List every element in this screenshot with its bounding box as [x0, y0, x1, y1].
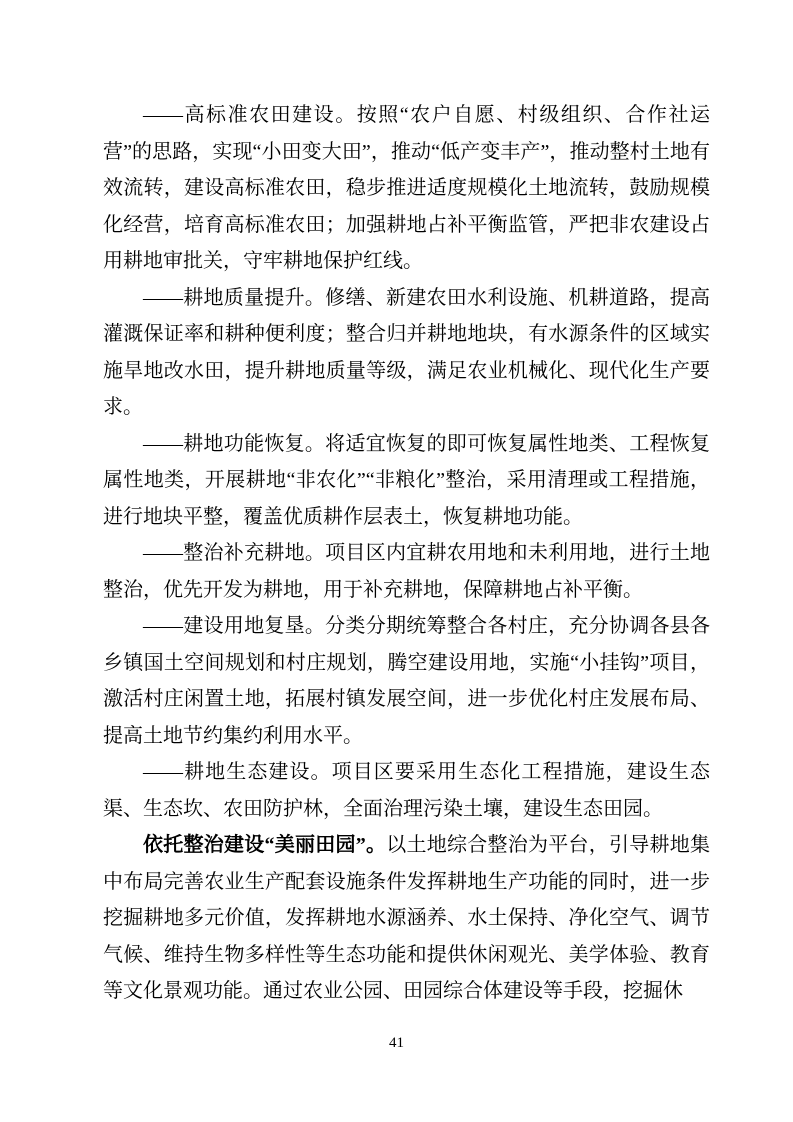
paragraph [103, 97, 710, 280]
paragraph [103, 827, 710, 1010]
paragraph [103, 754, 710, 827]
paragraph [103, 280, 710, 426]
paragraph-text: ——整治补充耕地。项目区内宜耕农用地和未利用地，进行土地整治，优先开发为耕地，用于补充耕地，保障耕地占补平衡。 [103, 542, 710, 601]
paragraph-text: ——建设用地复垦。分类分期统筹整合各村庄，充分协调各县各乡镇国土空间规划和村庄规划，腾空建设用地，实施“小挂钩”项目，激活村庄闲置土地，拓展村镇发展空间，进一步优化村庄发展布局、提高土地节约集约利用水平。 [103, 615, 710, 747]
document-body [103, 97, 710, 1010]
paragraph-text: ——耕地质量提升。修缮、新建农田水利设施、机耕道路，提高灌溉保证率和耕种便利度；整合归并耕地地块，有水源条件的区域实施旱地改水田，提升耕地质量等级，满足农业机械化、现代化生产要求。 [103, 286, 710, 418]
paragraph-text: ——耕地功能恢复。将适宜恢复的即可恢复属性地类、工程恢复属性地类，开展耕地“非农化”“非粮化”整治，采用清理或工程措施，进行地块平整，覆盖优质耕作层表土，恢复耕地功能。 [103, 432, 710, 528]
paragraph-text: ——耕地生态建设。项目区要采用生态化工程措施，建设生态渠、生态坎、农田防护林，全面治理污染土壤，建设生态田园。 [103, 761, 710, 820]
page-footer [0, 1033, 793, 1053]
paragraph [103, 426, 710, 536]
paragraph-text: ——高标准农田建设。按照“农户自愿、村级组织、合作社运营”的思路，实现“小田变大田”，推动“低产变丰产”，推动整村土地有效流转，建设高标准农田，稳步推进适度规模化土地流转，鼓励规模化经营，培育高标准农田；加强耕地占补平衡监管，严把非农建设占用耕地审批关，守牢耕地保护红线。 [103, 104, 710, 272]
paragraph [103, 535, 710, 608]
paragraph [103, 608, 710, 754]
page-number: 41 [389, 1035, 404, 1051]
paragraph-text: 以土地综合整治为平台，引导耕地集中布局完善农业生产配套设施条件发挥耕地生产功能的同时，进一步挖掘耕地多元价值，发挥耕地水源涵养、水土保持、净化空气、调节气候、维持生物多样性等生态功能和提供休闲观光、美学体验、教育等文化景观功能。通过农业公园、田园综合体建设等手段，挖掘休 [103, 834, 710, 1002]
paragraph-lead: 依托整治建设“美丽田园”。 [143, 834, 387, 856]
